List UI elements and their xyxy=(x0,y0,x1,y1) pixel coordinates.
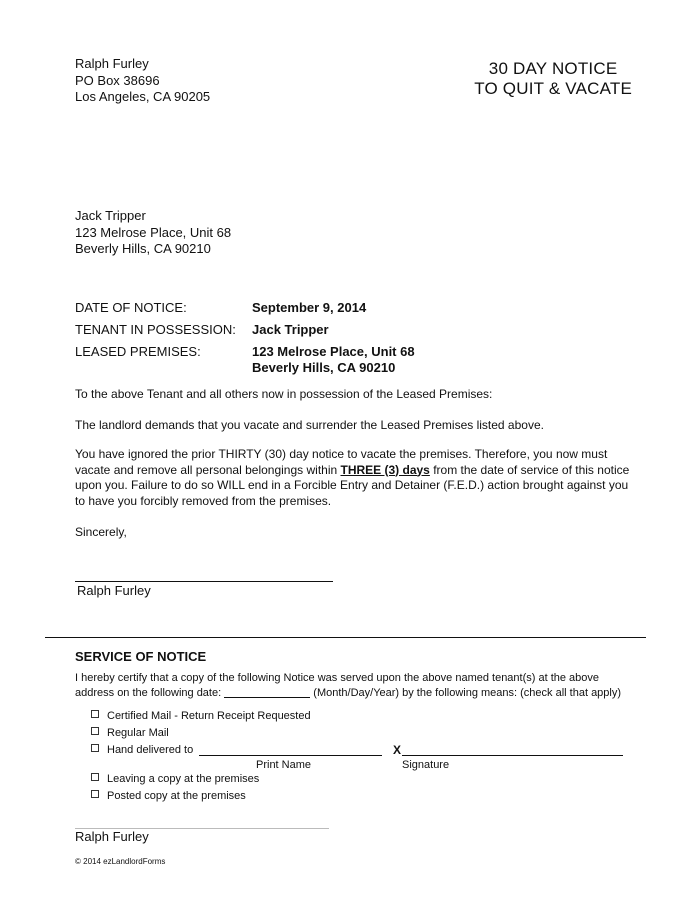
premises-value xyxy=(252,344,415,376)
sender-address-line1: PO Box 38696 xyxy=(75,72,160,88)
document-title xyxy=(474,59,632,99)
service-intro-means: (Month/Day/Year) by the following means: (check all that apply) xyxy=(313,687,622,699)
signature-line xyxy=(75,581,333,582)
signature-label: Signature xyxy=(402,759,450,771)
service-signer: Ralph Furley xyxy=(75,829,149,844)
demand-paragraph: The landlord demands that you vacate and surrender the Leased Premises listed above. xyxy=(75,418,544,432)
salutation-paragraph: To the above Tenant and all others now in possession of the Leased Premises: xyxy=(75,387,493,401)
signature-blank[interactable] xyxy=(402,743,623,756)
recipient-name: Jack Tripper xyxy=(75,208,146,223)
date-of-notice-value: September 9, 2014 xyxy=(252,300,367,315)
date-of-notice-label: DATE OF NOTICE: xyxy=(75,300,187,315)
x-mark: X xyxy=(393,743,402,757)
print-name-blank[interactable] xyxy=(199,743,382,756)
checkbox-icon[interactable] xyxy=(91,710,99,718)
premises-label: LEASED PREMISES: xyxy=(75,344,201,359)
sender-address xyxy=(75,56,210,106)
title-line2: TO QUIT & VACATE xyxy=(474,79,632,98)
option-posted-copy[interactable]: Posted copy at the premises xyxy=(91,790,246,802)
premises-line2: Beverly Hills, CA 90210 xyxy=(252,360,396,375)
recipient-address-line2: Beverly Hills, CA 90210 xyxy=(75,241,211,256)
title-line1: 30 DAY NOTICE xyxy=(488,59,618,78)
option-hand-delivered[interactable]: Hand delivered to xyxy=(91,744,193,756)
service-intro-line2 xyxy=(75,686,675,701)
warning-paragraph xyxy=(75,447,635,509)
section-divider xyxy=(45,637,646,638)
option-leaving-copy[interactable]: Leaving a copy at the premises xyxy=(91,773,259,785)
warning-emphasis: THREE (3) days xyxy=(340,462,430,477)
service-date-blank[interactable] xyxy=(224,697,310,698)
service-intro xyxy=(75,671,675,701)
service-intro-line1: I hereby certify that a copy of the following Notice was served upon the above named tenant(s) at the above xyxy=(75,672,600,684)
print-name-label: Print Name xyxy=(256,759,312,771)
service-intro-date-label: address on the following date: xyxy=(75,687,222,699)
closing: Sincerely, xyxy=(75,525,127,539)
warning-text-end: from the date of service of this notice upon you. Failure to do so WILL end in a Forcible Entry and Detainer (F.E.D.) action brought against you to have you forcibly removed from the premises. xyxy=(75,462,630,508)
recipient-address xyxy=(75,208,231,258)
sender-address-line2: Los Angeles, CA 90205 xyxy=(75,89,211,104)
tenant-value: Jack Tripper xyxy=(252,322,329,337)
checkbox-icon[interactable] xyxy=(91,744,99,752)
signer-name: Ralph Furley xyxy=(77,583,151,598)
checkbox-icon[interactable] xyxy=(91,773,99,781)
service-heading: SERVICE OF NOTICE xyxy=(75,649,207,664)
checkbox-icon[interactable] xyxy=(91,790,99,798)
recipient-address-line1: 123 Melrose Place, Unit 68 xyxy=(75,224,232,240)
copyright-footer: © 2014 ezLandlordForms xyxy=(75,857,166,866)
option-regular-mail[interactable]: Regular Mail xyxy=(91,727,169,739)
option-certified-mail[interactable]: Certified Mail - Return Receipt Requested xyxy=(91,710,311,722)
sender-name: Ralph Furley xyxy=(75,56,149,71)
checkbox-icon[interactable] xyxy=(91,727,99,735)
tenant-label: TENANT IN POSSESSION: xyxy=(75,322,236,337)
warning-text-start: You have ignored the prior THIRTY (30) day notice to vacate the premises. Therefore, you now must vacate and remove all personal belongings within xyxy=(75,447,608,477)
premises-line1: 123 Melrose Place, Unit 68 xyxy=(252,344,415,359)
